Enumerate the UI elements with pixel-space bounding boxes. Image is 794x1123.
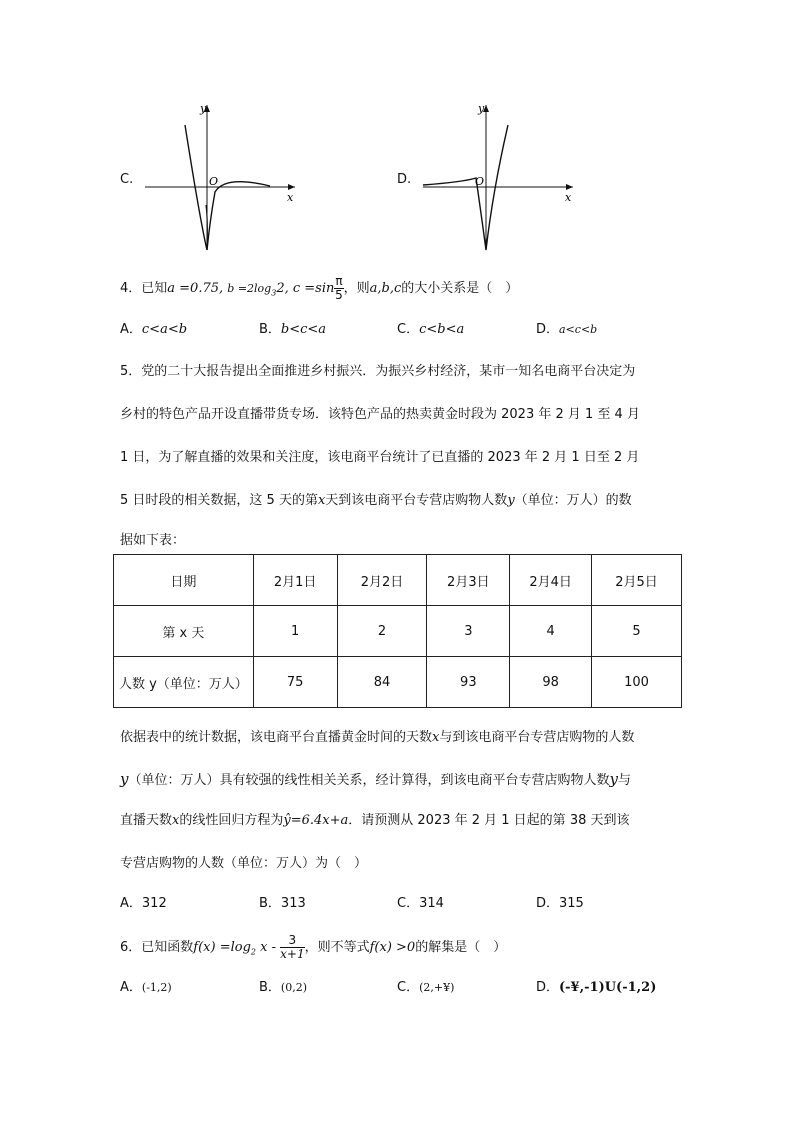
table-cell: 75 (253, 657, 337, 708)
graph-d (418, 100, 578, 260)
option-d-graph-label: D. (397, 172, 412, 187)
q4-option-a[interactable]: A．c<a<b (120, 322, 188, 337)
q5-after-line-3: 直播天数x的线性回归方程为ŷ=6.4x+a．请预测从 2023 年 2 月 1 日起的第 38 天到该 (120, 813, 630, 828)
q5-option-c[interactable]: C．314 (397, 896, 444, 911)
x-axis-arrow (288, 184, 295, 190)
table-row (114, 657, 682, 708)
x-axis-arrow (566, 184, 573, 190)
table-header-cell: 2月4日 (510, 555, 592, 606)
table-header-cell: 日期 (114, 555, 254, 606)
x-axis-label: x (287, 191, 294, 204)
statistics-table (113, 554, 682, 708)
origin-label: O (209, 175, 219, 188)
table-row (114, 606, 682, 657)
table-cell: 98 (510, 657, 592, 708)
q5-line-5: 据如下表： (120, 533, 186, 548)
q6-option-a[interactable]: A．(-1,2) (120, 980, 172, 995)
table-header-cell: 2月5日 (592, 555, 682, 606)
table-cell: 5 (592, 606, 682, 657)
q4-option-c[interactable]: C．c<b<a (397, 322, 465, 337)
table-cell: 人数 y（单位：万人） (114, 657, 254, 708)
q5-line-1: 5．党的二十大报告提出全面推进乡村振兴．为振兴乡村经济，某市一知名电商平台决定为 (120, 364, 636, 379)
y-axis-label: y (200, 102, 207, 115)
table-cell: 93 (427, 657, 510, 708)
q5-option-a[interactable]: A．312 (120, 896, 167, 911)
q6-option-c[interactable]: C．(2,+¥) (397, 980, 455, 995)
table-cell: 3 (427, 606, 510, 657)
q5-line-2: 乡村的特色产品开设直播带货专场．该特色产品的热卖黄金时段为 2023 年 2 月 1 至 4 月 (120, 407, 640, 422)
q5-after-line-1: 依据表中的统计数据，该电商平台直播黄金时间的天数x与到该电商平台专营店购物的人数 (120, 730, 635, 745)
q4-option-b[interactable]: B．b<c<a (259, 322, 327, 337)
table-row (114, 555, 682, 606)
y-axis-label: y (478, 102, 485, 115)
question-4-stem: 4．已知a =0.75, $b =2\log_32$, c =sin $\frac{\pi}{5}$ ，则a,b,c的大小关系是（ ） (120, 274, 519, 302)
table-cell: 1 (253, 606, 337, 657)
question-6-stem: 6．已知函数$f(x) =\log_2$ x - $\frac{3}{x+1}$ ，则不等式f(x) >0的解集是（ ） (120, 933, 507, 961)
x-axis-label: x (565, 191, 572, 204)
graph-c (140, 100, 300, 260)
q5-option-d[interactable]: D．315 (536, 896, 584, 911)
option-c-graph-label: C. (120, 172, 134, 187)
table-cell: 4 (510, 606, 592, 657)
q5-option-b[interactable]: B．313 (259, 896, 306, 911)
q5-after-line-2: y（单位：万人）具有较强的线性相关关系，经计算得，到该电商平台专营店购物人数y与 (120, 770, 631, 788)
table-cell: 84 (337, 657, 427, 708)
table-header-cell: 2月2日 (337, 555, 427, 606)
table-cell: 第 x 天 (114, 606, 254, 657)
table-header-cell: 2月1日 (253, 555, 337, 606)
table-cell: 2 (337, 606, 427, 657)
q5-after-line-4: 专营店购物的人数（单位：万人）为（ ） (120, 856, 368, 871)
q5-line-4: 5 日时段的相关数据，这 5 天的第x天到该电商平台专营店购物人数y（单位：万人）的数 (120, 493, 632, 508)
origin-label: O (475, 175, 485, 188)
q5-line-3: 1 日，为了解直播的效果和关注度，该电商平台统计了已直播的 2023 年 2 月 1 日至 2 月 (120, 450, 640, 465)
q4-option-d[interactable]: D．a<c<b (536, 322, 598, 337)
q6-option-b[interactable]: B．(0,2) (259, 980, 307, 995)
q6-option-d[interactable]: D．(-¥,-1)U(-1,2) (536, 980, 657, 995)
table-cell: 100 (592, 657, 682, 708)
table-header-cell: 2月3日 (427, 555, 510, 606)
